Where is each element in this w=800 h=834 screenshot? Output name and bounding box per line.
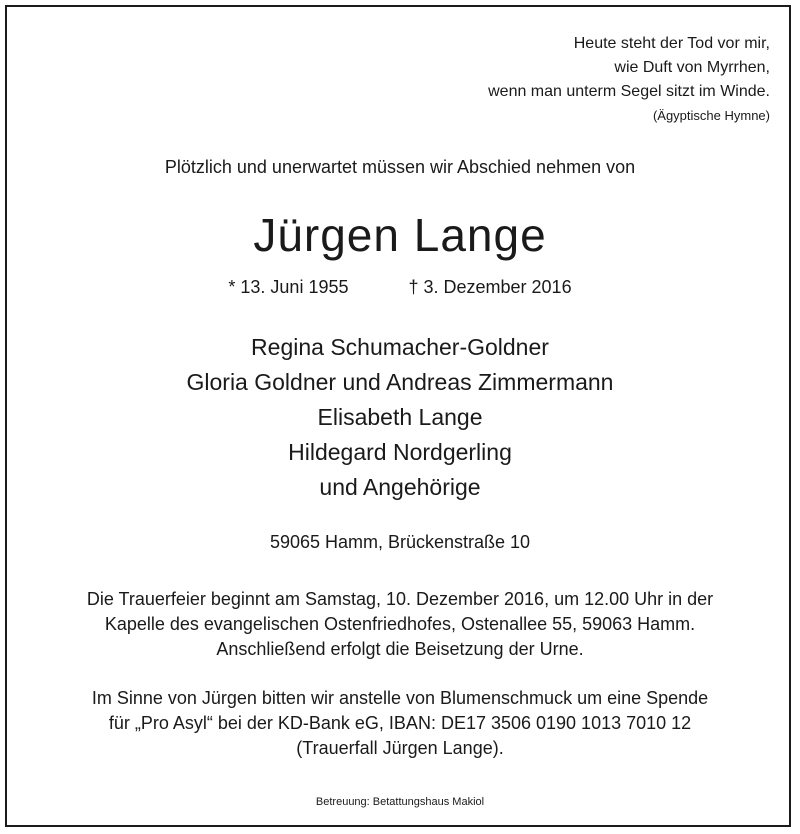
- poem-source: (Ägyptische Hymne): [652, 108, 770, 123]
- address: 59065 Hamm, Brückenstraße 10: [269, 532, 531, 552]
- ceremony-line: Kapelle des evangelischen Ostenfriedhofes, Ostenallee 55, 59063 Hamm.: [104, 614, 696, 634]
- donation-line: (Trauerfall Jürgen Lange).: [296, 738, 504, 758]
- poem-line: Heute steht der Tod vor mir,: [573, 35, 770, 52]
- mourner-name: Hildegard Nordgerling: [288, 439, 512, 465]
- poem: [488, 32, 770, 126]
- ceremony-line: Anschließend erfolgt die Beisetzung der Urne.: [216, 639, 584, 659]
- ceremony-info: [0, 587, 800, 662]
- poem-line: wie Duft von Myrrhen,: [614, 59, 770, 76]
- mourner-name: Regina Schumacher-Goldner: [251, 334, 549, 360]
- intro-text: Plötzlich und unerwartet müssen wir Abschied nehmen von: [164, 157, 636, 177]
- mourners-list: [0, 330, 800, 505]
- donation-line: für „Pro Asyl“ bei der KD-Bank eG, IBAN: DE17 3506 0190 1013 7010 12: [108, 713, 692, 733]
- footer-credit: Betreuung: Betattungshaus Makiol: [315, 796, 485, 808]
- death-date: † 3. Dezember 2016: [408, 277, 572, 297]
- mourner-name: Elisabeth Lange: [317, 404, 483, 430]
- poem-line: wenn man unterm Segel sitzt im Winde.: [488, 83, 770, 100]
- donation-info: [0, 686, 800, 761]
- mourner-name: Gloria Goldner und Andreas Zimmermann: [186, 369, 614, 395]
- deceased-name: Jürgen Lange: [253, 209, 547, 261]
- birth-date: * 13. Juni 1955: [228, 277, 349, 297]
- ceremony-line: Die Trauerfeier beginnt am Samstag, 10. Dezember 2016, um 12.00 Uhr in der: [86, 589, 714, 609]
- life-dates: [0, 277, 800, 298]
- donation-line: Im Sinne von Jürgen bitten wir anstelle von Blumenschmuck um eine Spende: [91, 688, 709, 708]
- mourner-name: und Angehörige: [319, 474, 481, 500]
